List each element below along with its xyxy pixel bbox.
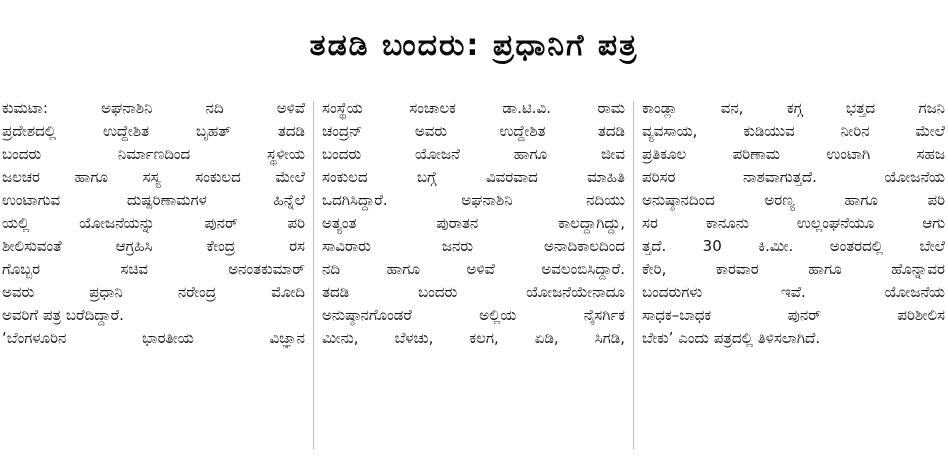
text-line: ಬಂದರುಗಳು ಇವೆ. ಯೋಜನೆಯ (642, 283, 945, 301)
column-3 (642, 97, 945, 453)
column-1 (2, 97, 305, 453)
text-line: ಸಾವಿರಾರು ಜನರು ಅನಾದಿಕಾಲದಿಂದ (322, 237, 625, 255)
text-line: ಸಾಧಕ–ಬಾಧಕ ಪುನರ್ ಪರಿಶೀಲಿಸ (642, 306, 945, 324)
text-line: ಅವರು ಪ್ರಧಾನಿ ನರೇಂದ್ರ ಮೋದಿ (2, 283, 305, 301)
column-divider (313, 101, 314, 449)
text-line: ಅನುಷ್ಠಾನದಿಂದ ಅರಣ್ಯ ಹಾಗೂ ಪರಿ (642, 191, 945, 209)
text-line: ‘ಬೆಂಗಳೂರಿನ ಭಾರತೀಯ ವಿಜ್ಞಾನ (2, 329, 305, 347)
text-line: ಕುಮಟಾ: ಅಘನಾಶಿನಿ ನದಿ ಅಳಿವೆ (2, 99, 305, 117)
text-line: ಮೀನು, ಬೆಳಚು, ಕಲಗ, ಏಡಿ, ಸಿಗಡಿ, (322, 329, 625, 347)
text-line: ಪ್ರದೇಶದಲ್ಲಿ ಉದ್ದೇಶಿತ ಬೃಹತ್ ತದಡಿ (2, 122, 305, 140)
text-line: ವ್ಯವಸಾಯ, ಕುಡಿಯುವ ನೀರಿನ ಮೇಲೆ (642, 122, 945, 140)
text-line: ಬೇಕು’ ಎಂದು ಪತ್ರದಲ್ಲಿ ತಿಳಿಸಲಾಗಿದೆ. (642, 329, 821, 347)
text-line: ಗೊಬ್ಬರ ಸಚಿವ ಅನಂತಕುಮಾರ್ (2, 260, 305, 278)
text-line: ಪ್ರತಿಕೂಲ ಪರಿಣಾಮ ಉಂಟಾಗಿ ಸಹಜ (642, 145, 945, 163)
text-line: ಅತ್ಯಂತ ಪುರಾತನ ಕಾಲದ್ದಾಗಿದ್ದು, (322, 214, 625, 232)
text-line: ಕಾಂಡ್ಲಾ ವನ, ಕಗ್ಗ ಭತ್ತದ ಗಜನಿ (642, 99, 945, 117)
text-line: ಶೀಲಿಸುವಂತೆ ಆಗ್ರಹಿಸಿ ಕೇಂದ್ರ ರಸ (2, 237, 305, 255)
headline: ತಡಡಿ ಬಂದರು: ಪ್ರಧಾನಿಗೆ ಪತ್ರ (309, 28, 639, 63)
text-line: ಸರ ಕಾನೂನು ಉಲ್ಲಂಘನೆಯೂ ಆಗು (642, 214, 945, 232)
text-line: ಸಂಕುಲದ ಬಗ್ಗೆ ವಿವರವಾದ ಮಾಹಿತಿ (322, 168, 625, 186)
text-line: ಅನುಷ್ಠಾನಗೊಂಡರೆ ಅಲ್ಲಿಯ ನೈಸರ್ಗಿಕ (322, 306, 625, 324)
text-line: ತ್ತದೆ. 30 ಕಿ.ಮೀ. ಅಂತರದಲ್ಲಿ ಬೇಲೆ (642, 237, 945, 255)
text-line: ಅವರಿಗೆ ಪತ್ರ ಬರೆದಿದ್ದಾರೆ. (2, 306, 124, 324)
text-line: ಬಂದರು ಯೋಜನೆ ಹಾಗೂ ಜೀವ (322, 145, 625, 163)
article-body (2, 97, 946, 453)
text-line: ನದಿ ಹಾಗೂ ಅಳಿವೆ ಅವಲಂಬಿಸಿದ್ದಾರೆ. (322, 260, 625, 278)
text-line: ಕೇರಿ, ಕಾರವಾರ ಹಾಗೂ ಹೊನ್ನಾವರ (642, 260, 945, 278)
text-line: ಉಂಟಾಗುವ ದುಷ್ಪರಿಣಾಮಗಳ ಹಿನ್ನೆಲೆ (2, 191, 305, 209)
text-line: ಜಲಚರ ಹಾಗೂ ಸಸ್ಯ ಸಂಕುಲದ ಮೇಲೆ (2, 168, 305, 186)
column-2 (322, 97, 625, 453)
text-line: ಚಂದ್ರನ್ ಅವರು ಉದ್ದೇಶಿತ ತದಡಿ (322, 122, 625, 140)
text-line: ಸಂಸ್ಥೆಯ ಸಂಚಾಲಕ ಡಾ.ಟಿ.ವಿ. ರಾಮ (322, 99, 625, 117)
text-line: ತದಡಿ ಬಂದರು ಯೋಜನೆಯೇನಾದೂ (322, 283, 625, 301)
text-line: ಯಲ್ಲಿ ಯೋಜನೆಯನ್ನು ಪುನರ್ ಪರಿ (2, 214, 305, 232)
column-divider (633, 101, 634, 449)
text-line: ಬಂದರು ನಿರ್ಮಾಣದಿಂದ ಸ್ಥಳೀಯ (2, 145, 305, 163)
text-line: ಒದಗಿಸಿದ್ದಾರೆ. ಅಘನಾಶಿನಿ ನದಿಯು (322, 191, 625, 209)
text-line: ಪರಿಸರ ನಾಶವಾಗುತ್ತದೆ. ಯೋಜನೆಯ (642, 168, 945, 186)
